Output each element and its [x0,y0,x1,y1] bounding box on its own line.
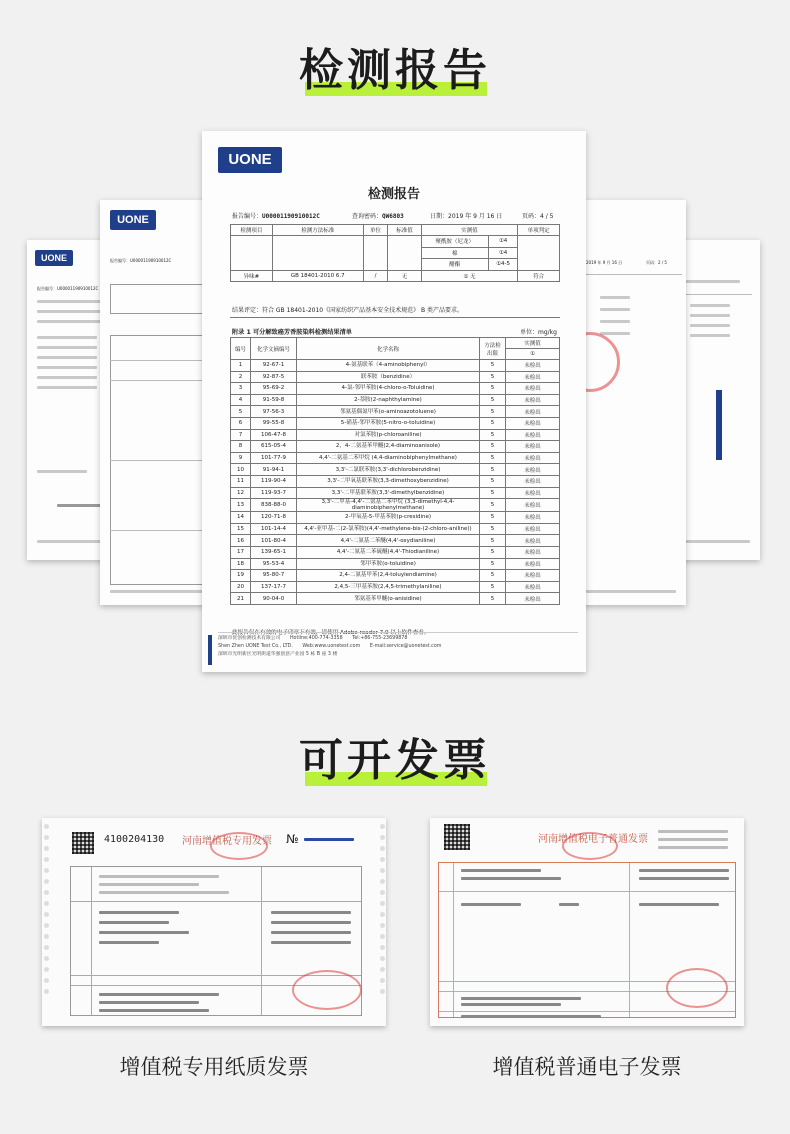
table-header: 检测方法标准 [272,225,363,236]
detection-limit: 5 [480,441,506,453]
measured-value: 未检出 [506,394,560,406]
measured-value: 未检出 [506,581,560,593]
row-number: 8 [231,441,251,453]
detection-limit: 5 [480,570,506,582]
table-header: 标准值 [388,225,421,236]
chemical-name: 邻氨基苯甲醚(o-anisidine) [297,593,480,605]
table-row [231,475,560,487]
row-number: 6 [231,417,251,429]
chemical-name: 4,4'-二氨基二苯醚(4,4'-oxydianiline) [297,535,480,547]
chemical-name: 联苯胺（benzidine） [297,371,480,383]
detection-limit: 5 [480,593,506,605]
unit-label: 单位：mg/kg [520,329,557,336]
invoice-caption: 增值税普通电子发票 [492,1055,682,1079]
company-seal-icon [292,970,362,1010]
footer-line: Shen Zhen UONE Test Co., LTD. Web:www.uonetest.com E-mail:service@uonetest.com [218,644,442,649]
measured-value: 未检出 [506,464,560,476]
chemical-name: 4-氨基联苯（4-aminobiphenyl） [297,360,480,372]
measured-value: 未检出 [506,512,560,524]
report-title: 检测报告 [367,187,420,202]
invoice-number-mark: № [286,832,299,846]
tax-seal-icon [562,832,618,860]
page-number: 4 / 5 [540,213,554,220]
report-number: 报告编号：U00001190910012C [37,286,99,291]
uone-logo: UONE [35,250,73,266]
note-text: 此报告仅在有效的电子印章下有效，请使用 Adobe reader 7.0 以上软件查看。 [232,630,430,636]
table-row [231,512,560,524]
cas-number: 95-80-7 [251,570,297,582]
query-code: QW6803 [382,213,404,220]
table-header: 实测值 [506,338,560,349]
odor-value: ① 无 [421,270,518,282]
table-row [231,394,560,406]
chemical-name: 邻氨基偶氮甲苯(o-aminoazotoluene) [297,406,480,418]
table-row [231,499,560,512]
report-sheet-main [202,131,586,672]
odor-standard: 无 [388,270,421,282]
row-number: 14 [231,512,251,524]
table-row [231,236,560,248]
table-row [231,535,560,547]
perforation [42,818,50,1026]
row-number: 21 [231,593,251,605]
row-number: 16 [231,535,251,547]
table-row [231,464,560,476]
company-seal-icon [666,968,728,1008]
report-page: 页码：2 / 5 [646,260,667,265]
chemical-name: 2,4,5-三甲基苯胺(2,4,5-trimethylaniline) [297,581,480,593]
cas-number: 92-67-1 [251,360,297,372]
row-number: 18 [231,558,251,570]
table-row [231,487,560,499]
cas-number: 90-04-0 [251,593,297,605]
cas-number: 92-87-5 [251,371,297,383]
qr-code-icon [444,824,470,850]
invoice-title: 河南增值税专用发票 [182,836,272,847]
chemical-name: 2,4-二氨基甲苯(2,4-toluylendiamine) [297,570,480,582]
measured-value: 未检出 [506,360,560,372]
detection-limit: 5 [480,371,506,383]
detection-limit: 5 [480,546,506,558]
measured-value: 未检出 [506,441,560,453]
row-number: 1 [231,360,251,372]
odor-judgement: 符合 [518,270,560,282]
cas-number: 119-90-4 [251,475,297,487]
cas-number: 838-88-0 [251,499,297,512]
invoice-caption: 增值税专用纸质发票 [119,1055,309,1079]
report-section-title: 检测报告 [299,45,491,96]
table-row [231,581,560,593]
odor-unit: / [363,270,388,282]
chemical-name: 3,3'-二氯联苯胺(3,3'-dichlorobenzidine) [297,464,480,476]
invoice-code: 4100204130 [104,834,165,845]
chemical-name: 对氯苯胺(p-chloroaniline) [297,429,480,441]
table-header: 检测项目 [231,225,273,236]
chemical-name: 4-氯-邻甲苯胺(4-chloro-o-Toluidine) [297,383,480,395]
measured-value: 未检出 [506,535,560,547]
table-header: 化学文摘编号 [251,338,297,360]
odor-row [231,270,560,282]
cas-number: 101-14-4 [251,523,297,535]
measured-value: 未检出 [506,429,560,441]
query-code-row [352,211,404,220]
detection-limit: 5 [480,383,506,395]
cas-number: 615-05-4 [251,441,297,453]
table-row [231,523,560,535]
invoice-title: 河南增值税电子普通发票 [538,834,648,845]
detection-limit: 5 [480,535,506,547]
odor-item: 异味# [231,270,273,282]
chemical-name: 4,4'-亚甲基-二(2-氯苯胺)(4,4'-methylene-bis-(2-chloro-aniline)) [297,523,480,535]
chemical-name: 2，4-二氨基苯甲醚(2,4-diaminoanisole) [297,441,480,453]
fiber-name: 棉 [421,247,488,259]
fiber-name: 醋酯 [421,259,488,271]
report-number: 报告编号：U00001190910012C [110,258,172,263]
table-row [231,570,560,582]
color-fastness-table [230,224,560,282]
odor-method: GB 18401-2010 6.7 [272,270,363,282]
report-number-row [232,211,320,220]
table-row [231,558,560,570]
row-number: 19 [231,570,251,582]
table-row [231,417,560,429]
stamp-icon [580,332,620,392]
cas-number: 91-94-1 [251,464,297,476]
cas-number: 101-80-4 [251,535,297,547]
measured-value: 未检出 [506,570,560,582]
qr-code-icon [72,832,94,854]
measured-value: 未检出 [506,546,560,558]
report-number: U00001190910012C [262,213,320,220]
page-row [522,211,554,220]
cas-number: 97-56-3 [251,406,297,418]
query-code-label: 查询密码： [352,213,383,220]
chemical-name: 3,3'-二甲氧基联苯胺(3,3-dimethoxybenzidine) [297,475,480,487]
azo-dye-table [230,337,560,605]
tax-seal-icon [210,832,268,860]
row-number: 12 [231,487,251,499]
measured-value: 未检出 [506,417,560,429]
table-header: 编号 [231,338,251,360]
report-sheet-back-right [580,200,686,605]
chemical-name: 3,3'-二甲基-4,4'-二氨基二苯甲烷 (3,3-dimethyl-4,4-diaminobiphenylmethane) [297,499,480,512]
invoice-section-title: 可开发票 [299,735,491,786]
detection-limit: 5 [480,406,506,418]
cas-number: 137-17-7 [251,581,297,593]
invoice-paper [42,818,386,1026]
cas-number: 91-59-8 [251,394,297,406]
table-row [231,406,560,418]
cas-number: 95-69-2 [251,383,297,395]
chemical-name: 邻甲苯胺(o-toluidine) [297,558,480,570]
row-number: 15 [231,523,251,535]
detection-limit: 5 [480,429,506,441]
chemical-name: 2-萘胺(2-naphthylamine) [297,394,480,406]
detection-limit: 5 [480,512,506,524]
fiber-value: ①4 [488,236,517,248]
cas-number: 106-47-8 [251,429,297,441]
row-number: 20 [231,581,251,593]
detection-limit: 5 [480,360,506,372]
row-number: 5 [231,406,251,418]
detection-limit: 5 [480,417,506,429]
table-header: 单项判定 [518,225,560,236]
appendix-title: 附录 1 可分解致癌芳香胺染料检测结果清单 [232,329,352,336]
report-footer [218,632,578,666]
chemical-name: 5-硝基-邻甲苯胺(5-nitro-o-toluidine) [297,417,480,429]
detection-limit: 5 [480,499,506,512]
chemical-name: 2-甲氧基-5-甲基苯胺(p-cresidine) [297,512,480,524]
detection-limit: 5 [480,464,506,476]
detection-limit: 5 [480,394,506,406]
table-row [231,546,560,558]
row-number: 2 [231,371,251,383]
measured-value: 未检出 [506,523,560,535]
perforation [378,818,386,1026]
table-header: 化学名称 [297,338,480,360]
detection-limit: 5 [480,523,506,535]
measured-value: 未检出 [506,487,560,499]
footer-line: 深圳市光明新区光明街道华强创意产业园 5 栋 B 座 3 楼 [218,652,338,657]
table-header: 方法检出限 [480,338,506,360]
cas-number: 120-71-8 [251,512,297,524]
table-row [231,441,560,453]
row-number: 10 [231,464,251,476]
measured-value: 未检出 [506,475,560,487]
table-row [231,360,560,372]
row-number: 7 [231,429,251,441]
table-row [231,593,560,605]
fiber-value: ①4 [488,247,517,259]
detection-limit: 5 [480,475,506,487]
measured-value: 未检出 [506,593,560,605]
measured-value: 未检出 [506,371,560,383]
detection-limit: 5 [480,487,506,499]
cas-number: 95-53-4 [251,558,297,570]
footer-line: 深圳市优创检测技术有限公司 Hotline:400-774-3358 Tel:+86-755-23699878 [218,636,408,641]
chemical-name: 4,4'-二氨基二苯硫醚(4,4'-Thiodianiline) [297,546,480,558]
detection-limit: 5 [480,558,506,570]
table-row [231,371,560,383]
cas-number: 99-55-8 [251,417,297,429]
cas-number: 139-65-1 [251,546,297,558]
date-label: 日期： [430,213,449,220]
fiber-name: 聚酰胺（尼龙） [421,236,488,248]
page-label: 页码： [522,213,541,220]
chemical-name: 4,4'-二氨基二苯甲烷 (4,4-diaminobiphenylmethane) [297,452,480,464]
detection-limit: 5 [480,581,506,593]
date-row [430,211,502,220]
chemical-name: 3,3'-二甲基联苯胺(3,3'-dimethylbenzidine) [297,487,480,499]
invoice-electronic [430,818,744,1026]
table-row [231,383,560,395]
uone-logo: UONE [110,210,156,230]
row-number: 9 [231,452,251,464]
table-row [231,429,560,441]
table-row [231,452,560,464]
uone-logo: UONE [218,147,282,173]
row-number: 4 [231,394,251,406]
measured-value: 未检出 [506,452,560,464]
report-date: 2019 年 9 月 16 日 [448,213,503,220]
measured-value: 未检出 [506,383,560,395]
detection-limit: 5 [480,452,506,464]
row-number: 3 [231,383,251,395]
measured-value: 未检出 [506,406,560,418]
row-number: 11 [231,475,251,487]
table-header: ① [506,349,560,360]
cas-number: 119-93-7 [251,487,297,499]
report-number-label: 报告编号： [232,213,263,220]
measured-value: 未检出 [506,558,560,570]
row-number: 17 [231,546,251,558]
cas-number: 101-77-9 [251,452,297,464]
fiber-value: ①4-5 [488,259,517,271]
row-number: 13 [231,499,251,512]
measured-value: 未检出 [506,499,560,512]
table-header: 实测值 [421,225,518,236]
conclusion: 结果评定：符合 GB 18401-2010《国家纺织产品基本安全技术规范》 B 类产品要求。 [232,307,464,314]
table-header: 单位 [363,225,388,236]
report-date: 2019 年 9 月 16 日 [586,260,623,265]
